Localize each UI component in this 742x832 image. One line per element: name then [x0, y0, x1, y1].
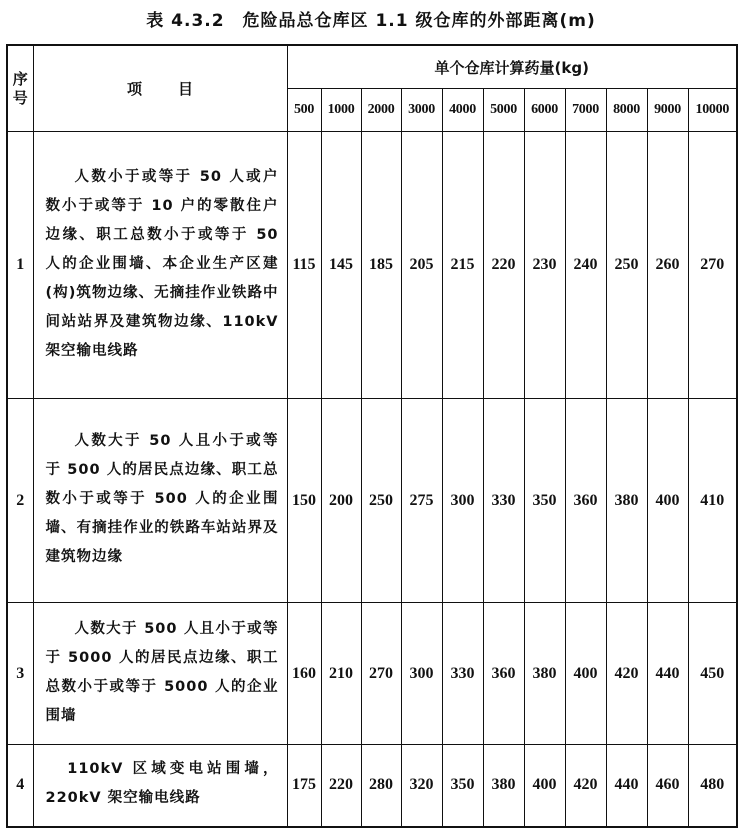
- distance-value: 220: [321, 745, 361, 827]
- row-seq: 3: [7, 603, 33, 745]
- header-row-1: [7, 45, 737, 89]
- quantity-header: 8000: [606, 89, 647, 132]
- distance-value: 150: [287, 399, 321, 603]
- distance-value: 260: [647, 132, 688, 399]
- distance-value: 320: [401, 745, 442, 827]
- table-row: [7, 399, 737, 603]
- distance-value: 220: [483, 132, 524, 399]
- quantity-header: 2000: [361, 89, 401, 132]
- table-title: 表 4.3.2 危险品总仓库区 1.1 级仓库的外部距离(m): [146, 11, 596, 31]
- distance-table: [6, 44, 738, 828]
- distance-value: 420: [565, 745, 606, 827]
- distance-value: 270: [688, 132, 737, 399]
- seq-header-label: 序号: [12, 69, 28, 107]
- distance-value: 275: [401, 399, 442, 603]
- distance-value: 175: [287, 745, 321, 827]
- table-row: [7, 132, 737, 399]
- quantity-header: 500: [287, 89, 321, 132]
- quantity-header: 7000: [565, 89, 606, 132]
- quantity-header: 3000: [401, 89, 442, 132]
- table-row: [7, 603, 737, 745]
- distance-value: 420: [606, 603, 647, 745]
- item-column-header: 项目: [33, 45, 287, 132]
- quantity-group-header: 单个仓库计算药量(kg): [287, 45, 737, 89]
- distance-value: 460: [647, 745, 688, 827]
- distance-value: 400: [565, 603, 606, 745]
- row-item-text: 人数大于 50 人且小于或等于 500 人的居民点边缘、职工总数小于或等于 500 人的企业围墙、有摘挂作业的铁路车站站界及建筑物边缘: [33, 399, 287, 603]
- row-seq: 4: [7, 745, 33, 827]
- distance-value: 230: [524, 132, 565, 399]
- row-seq: 2: [7, 399, 33, 603]
- distance-value: 400: [524, 745, 565, 827]
- distance-value: 250: [606, 132, 647, 399]
- quantity-header: 5000: [483, 89, 524, 132]
- distance-value: 215: [442, 132, 483, 399]
- seq-column-header: [7, 45, 33, 132]
- quantity-header: 1000: [321, 89, 361, 132]
- distance-value: 330: [483, 399, 524, 603]
- quantity-header: 6000: [524, 89, 565, 132]
- distance-value: 380: [524, 603, 565, 745]
- distance-value: 350: [442, 745, 483, 827]
- distance-value: 410: [688, 399, 737, 603]
- distance-value: 360: [565, 399, 606, 603]
- quantity-header: 4000: [442, 89, 483, 132]
- row-item-text: 人数小于或等于 50 人或户数小于或等于 10 户的零散住户边缘、职工总数小于或等于 50 人的企业围墙、本企业生产区建(构)筑物边缘、无摘挂作业铁路中间站站界及建筑物边缘、110kV 架空输电线路: [33, 132, 287, 399]
- distance-value: 440: [606, 745, 647, 827]
- quantity-header: 9000: [647, 89, 688, 132]
- distance-value: 250: [361, 399, 401, 603]
- quantity-header: 10000: [688, 89, 737, 132]
- distance-value: 440: [647, 603, 688, 745]
- distance-value: 280: [361, 745, 401, 827]
- distance-value: 360: [483, 603, 524, 745]
- distance-value: 300: [401, 603, 442, 745]
- distance-value: 145: [321, 132, 361, 399]
- distance-value: 210: [321, 603, 361, 745]
- distance-value: 480: [688, 745, 737, 827]
- distance-value: 240: [565, 132, 606, 399]
- distance-value: 160: [287, 603, 321, 745]
- row-item-text: 人数大于 500 人且小于或等于 5000 人的居民点边缘、职工总数小于或等于 5000 人的企业围墙: [33, 603, 287, 745]
- table-row: [7, 745, 737, 827]
- distance-value: 300: [442, 399, 483, 603]
- distance-value: 185: [361, 132, 401, 399]
- distance-value: 205: [401, 132, 442, 399]
- distance-value: 450: [688, 603, 737, 745]
- distance-value: 350: [524, 399, 565, 603]
- distance-value: 115: [287, 132, 321, 399]
- distance-value: 380: [606, 399, 647, 603]
- row-item-text: 110kV 区域变电站围墙，220kV 架空输电线路: [33, 745, 287, 827]
- distance-value: 400: [647, 399, 688, 603]
- distance-value: 330: [442, 603, 483, 745]
- row-seq: 1: [7, 132, 33, 399]
- distance-value: 380: [483, 745, 524, 827]
- distance-value: 200: [321, 399, 361, 603]
- distance-value: 270: [361, 603, 401, 745]
